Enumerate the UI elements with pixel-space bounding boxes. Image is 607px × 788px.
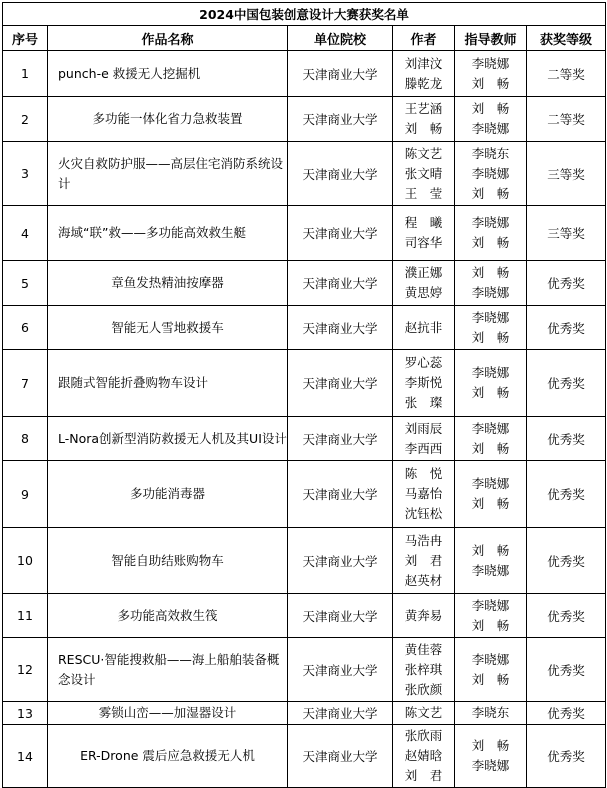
cell-work-name: ER-Drone 震后应急救援无人机: [48, 725, 288, 788]
cell-teachers: [455, 206, 527, 261]
cell-school: 天津商业大学: [288, 417, 393, 461]
author-name: 刘 君: [404, 768, 443, 783]
cell-authors: [393, 142, 455, 206]
cell-authors: [393, 702, 455, 725]
author-name: 李斯悦: [404, 375, 443, 390]
teacher-name: 李晓娜: [471, 309, 510, 325]
author-name: 张 璨: [404, 395, 443, 410]
header-row: [3, 26, 606, 51]
cell-award: 优秀奖: [527, 725, 606, 788]
cell-school: 天津商业大学: [288, 51, 393, 97]
cell-authors: [393, 725, 455, 788]
cell-school: 天津商业大学: [288, 350, 393, 417]
cell-number: 9: [3, 461, 48, 528]
cell-work-name: 智能无人雪地救援车: [48, 306, 288, 350]
cell-teachers: [455, 461, 527, 528]
cell-work-name: 海域“联”救——多功能高效救生艇: [48, 206, 288, 261]
cell-authors: [393, 261, 455, 306]
author-name: 陈文艺: [404, 145, 443, 161]
cell-number: 6: [3, 306, 48, 350]
teacher-name: 刘 畅: [471, 185, 510, 201]
teacher-name: 李晓娜: [471, 365, 510, 380]
teacher-name: 刘 畅: [471, 617, 510, 633]
table-row: [3, 142, 606, 206]
teacher-name: 李晓娜: [471, 476, 510, 491]
author-name: 司容华: [404, 235, 443, 250]
author-name: 王艺涵: [404, 101, 443, 116]
cell-teachers: [455, 528, 527, 594]
cell-school: 天津商业大学: [288, 306, 393, 350]
table-row: [3, 350, 606, 417]
cell-teachers: [455, 702, 527, 725]
author-name: 刘 畅: [404, 121, 443, 136]
cell-school: 天津商业大学: [288, 142, 393, 206]
cell-authors: [393, 350, 455, 417]
table-title: 2024中国包装创意设计大赛获奖名单: [3, 3, 606, 26]
cell-authors: [393, 417, 455, 461]
teacher-name: 李晓娜: [471, 758, 510, 773]
cell-work-name: 多功能消毒器: [48, 461, 288, 528]
cell-work-name: 多功能一体化省力急救装置: [48, 97, 288, 142]
cell-award: 二等奖: [527, 97, 606, 142]
cell-award: 优秀奖: [527, 702, 606, 725]
teacher-name: 刘 畅: [471, 496, 510, 511]
cell-work-name: 雾锁山峦——加湿器设计: [48, 702, 288, 725]
teacher-name: 刘 畅: [471, 329, 510, 345]
teacher-name: 李晓东: [471, 145, 510, 161]
author-name: 马浩冉: [404, 532, 443, 548]
cell-award: 三等奖: [527, 142, 606, 206]
author-name: 刘 君: [404, 552, 443, 568]
cell-teachers: [455, 417, 527, 461]
cell-award: 优秀奖: [527, 350, 606, 417]
teacher-name: 李晓娜: [471, 597, 510, 613]
header-author: 作者: [393, 26, 455, 51]
cell-number: 2: [3, 97, 48, 142]
cell-award: 三等奖: [527, 206, 606, 261]
teacher-name: 李晓娜: [471, 420, 510, 436]
cell-number: 12: [3, 638, 48, 702]
author-name: 张欣颜: [404, 681, 443, 697]
cell-school: 天津商业大学: [288, 461, 393, 528]
award-table: [2, 2, 606, 788]
cell-authors: [393, 461, 455, 528]
teacher-name: 刘 畅: [471, 671, 510, 687]
cell-authors: [393, 594, 455, 638]
cell-authors: [393, 206, 455, 261]
cell-work-name: punch-e 救援无人挖掘机: [48, 51, 288, 97]
cell-school: 天津商业大学: [288, 638, 393, 702]
author-name: 张梓琪: [404, 661, 443, 677]
table-row: [3, 594, 606, 638]
table-row: [3, 638, 606, 702]
author-name: 罗心蕊: [404, 355, 443, 370]
cell-work-name: 章鱼发热精油按摩器: [48, 261, 288, 306]
cell-award: 优秀奖: [527, 417, 606, 461]
cell-teachers: [455, 261, 527, 306]
author-name: 程 曦: [404, 215, 443, 230]
table-row: [3, 461, 606, 528]
teacher-name: 刘 畅: [471, 542, 510, 558]
author-name: 黄思婷: [404, 285, 443, 300]
header-work-name: 作品名称: [48, 26, 288, 51]
header-school: 单位院校: [288, 26, 393, 51]
cell-school: 天津商业大学: [288, 97, 393, 142]
cell-number: 7: [3, 350, 48, 417]
award-list-document: [2, 2, 605, 788]
teacher-name: 李晓娜: [471, 121, 510, 136]
cell-teachers: [455, 142, 527, 206]
cell-number: 10: [3, 528, 48, 594]
cell-authors: [393, 97, 455, 142]
author-name: 李西西: [404, 440, 443, 456]
cell-award: 优秀奖: [527, 594, 606, 638]
teacher-name: 李晓娜: [471, 562, 510, 578]
cell-school: 天津商业大学: [288, 702, 393, 725]
cell-number: 5: [3, 261, 48, 306]
table-row: [3, 97, 606, 142]
cell-work-name: 跟随式智能折叠购物车设计: [48, 350, 288, 417]
cell-school: 天津商业大学: [288, 528, 393, 594]
cell-number: 3: [3, 142, 48, 206]
author-name: 沈钰松: [404, 506, 443, 521]
cell-teachers: [455, 725, 527, 788]
cell-work-name: L-Nora创新型消防救援无人机及其UI设计: [48, 417, 288, 461]
author-name: 赵英材: [404, 572, 443, 588]
author-name: 赵婧晗: [404, 748, 443, 763]
cell-teachers: [455, 594, 527, 638]
teacher-name: 刘 畅: [471, 440, 510, 456]
author-name: 马嘉怡: [404, 486, 443, 501]
cell-work-name: 智能自助结账购物车: [48, 528, 288, 594]
teacher-name: 刘 畅: [471, 101, 510, 116]
teacher-name: 李晓娜: [471, 215, 510, 230]
author-name: 王 莹: [404, 185, 443, 201]
cell-award: 优秀奖: [527, 461, 606, 528]
teacher-name: 刘 畅: [471, 265, 510, 280]
cell-number: 8: [3, 417, 48, 461]
table-row: [3, 702, 606, 725]
teacher-name: 李晓娜: [471, 55, 510, 71]
cell-authors: [393, 306, 455, 350]
table-row: [3, 725, 606, 788]
table-row: [3, 51, 606, 97]
author-name: 张欣雨: [404, 728, 443, 743]
cell-award: 优秀奖: [527, 638, 606, 702]
author-name: 赵抗非: [404, 319, 443, 335]
table-row: [3, 528, 606, 594]
header-number: 序号: [3, 26, 48, 51]
cell-work-name: 多功能高效救生筏: [48, 594, 288, 638]
cell-teachers: [455, 350, 527, 417]
cell-teachers: [455, 97, 527, 142]
cell-number: 1: [3, 51, 48, 97]
author-name: 陈文艺: [404, 705, 443, 720]
table-row: [3, 206, 606, 261]
author-name: 黄佳蓉: [404, 641, 443, 657]
cell-number: 13: [3, 702, 48, 725]
teacher-name: 李晓东: [471, 705, 510, 720]
author-name: 濮正娜: [404, 265, 443, 280]
author-name: 陈 悦: [404, 466, 443, 481]
cell-school: 天津商业大学: [288, 594, 393, 638]
cell-number: 11: [3, 594, 48, 638]
cell-work-name: RESCU·智能搜救船——海上船舶装备概念设计: [48, 638, 288, 702]
author-name: 滕乾龙: [404, 75, 443, 91]
cell-school: 天津商业大学: [288, 725, 393, 788]
teacher-name: 李晓娜: [471, 651, 510, 667]
cell-award: 优秀奖: [527, 261, 606, 306]
header-teacher: 指导教师: [455, 26, 527, 51]
cell-teachers: [455, 51, 527, 97]
author-name: 刘津汶: [404, 55, 443, 71]
table-row: [3, 306, 606, 350]
cell-teachers: [455, 638, 527, 702]
author-name: 刘雨辰: [404, 420, 443, 436]
cell-school: 天津商业大学: [288, 206, 393, 261]
cell-school: 天津商业大学: [288, 261, 393, 306]
cell-award: 优秀奖: [527, 528, 606, 594]
cell-teachers: [455, 306, 527, 350]
table-row: [3, 417, 606, 461]
teacher-name: 刘 畅: [471, 385, 510, 400]
teacher-name: 刘 畅: [471, 75, 510, 91]
table-row: [3, 261, 606, 306]
author-name: 张文晴: [404, 165, 443, 181]
cell-authors: [393, 638, 455, 702]
cell-award: 二等奖: [527, 51, 606, 97]
cell-authors: [393, 528, 455, 594]
cell-work-name: 火灾自救防护服——高层住宅消防系统设计: [48, 142, 288, 206]
cell-award: 优秀奖: [527, 306, 606, 350]
cell-number: 14: [3, 725, 48, 788]
teacher-name: 刘 畅: [471, 738, 510, 753]
author-name: 黄奔易: [404, 607, 443, 623]
teacher-name: 刘 畅: [471, 235, 510, 250]
header-award: 获奖等级: [527, 26, 606, 51]
cell-authors: [393, 51, 455, 97]
cell-number: 4: [3, 206, 48, 261]
teacher-name: 李晓娜: [471, 165, 510, 181]
teacher-name: 李晓娜: [471, 285, 510, 300]
